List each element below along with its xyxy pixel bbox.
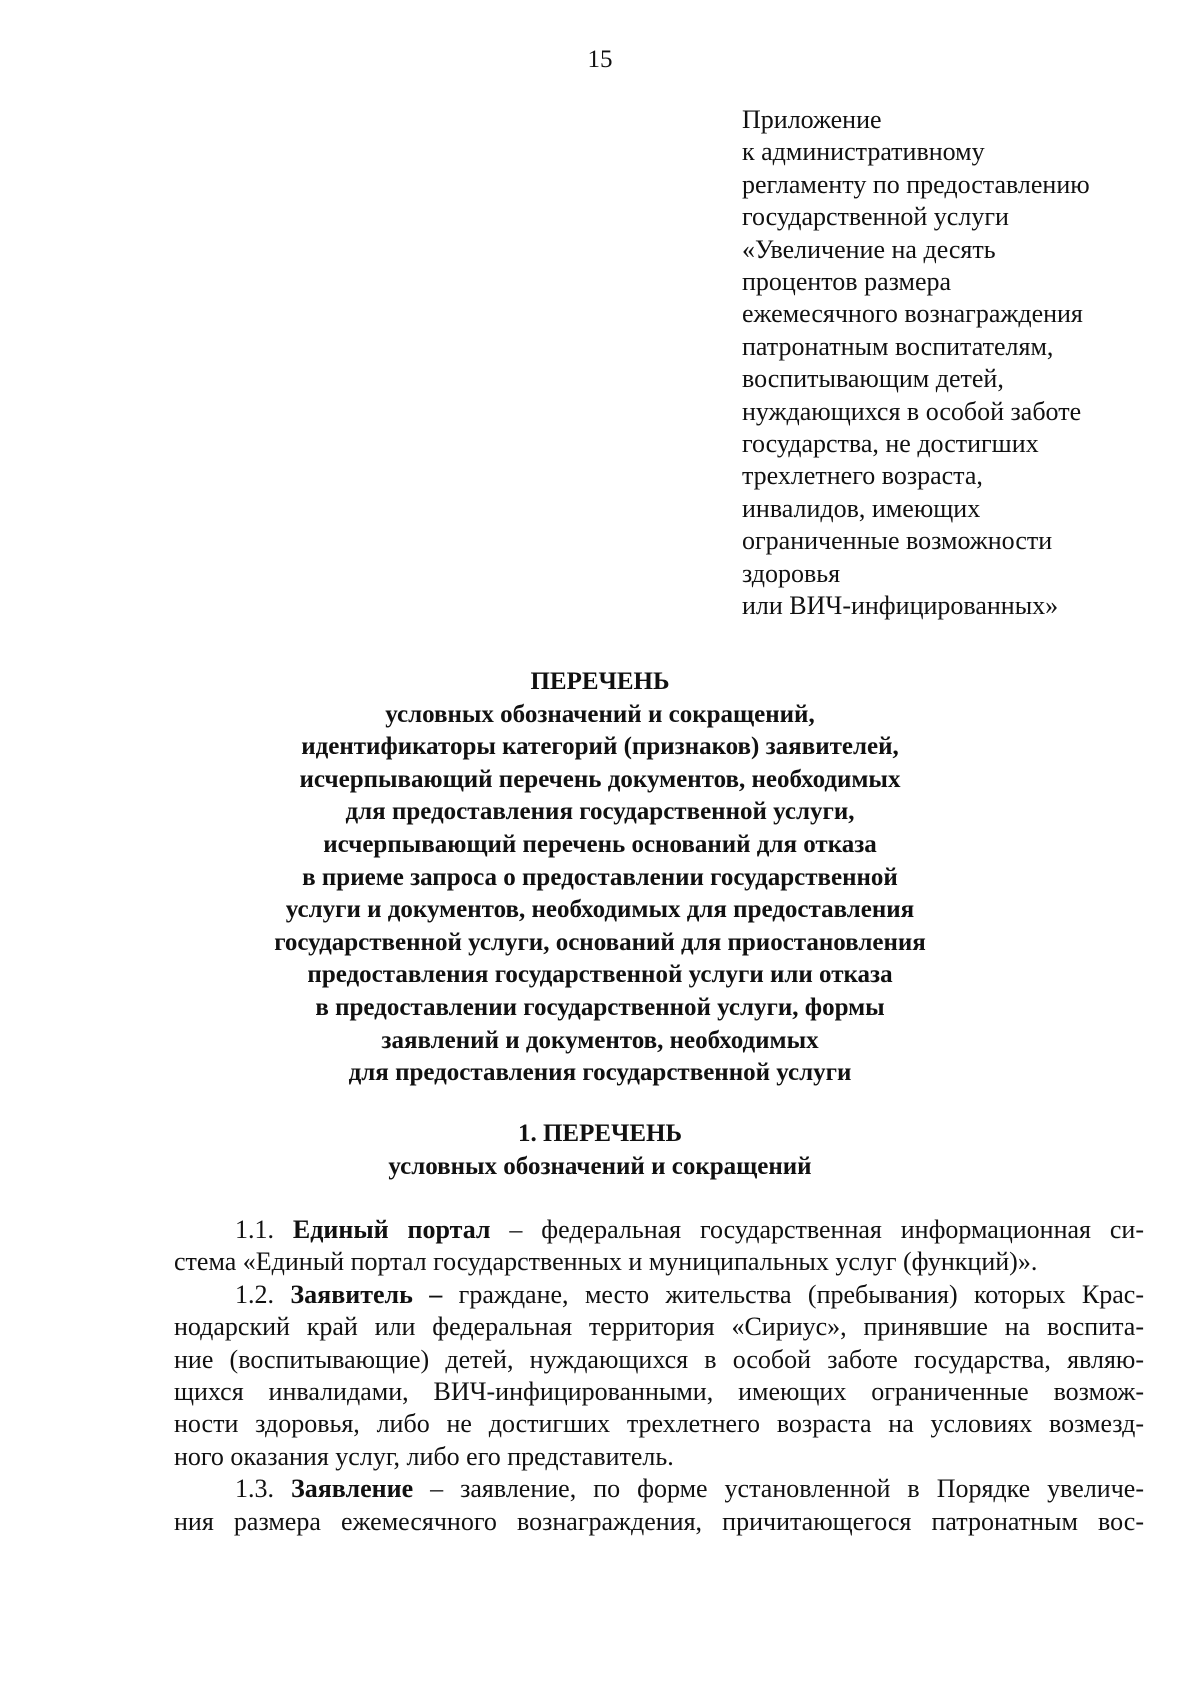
appendix-line: к административному [742, 137, 985, 167]
appendix-line: регламенту по предоставлению [742, 169, 1090, 199]
appendix-line: государственной услуги [742, 202, 1009, 232]
appendix-line: трехлетнего возраста, [742, 461, 983, 491]
title-line: исчерпывающий перечень документов, необходимых [299, 765, 901, 793]
title-line: заявлений и документов, необходимых [381, 1026, 819, 1054]
paragraph-text: – заявление, по форме установленной в Порядке увеличе- [413, 1474, 1144, 1504]
paragraph-number: 1.3. [235, 1474, 291, 1504]
title-line: для предоставления государственной услуги, [345, 798, 855, 826]
document-title [180, 666, 1020, 1090]
title-line: предоставления государственной услуги или отказа [307, 961, 893, 989]
title-line: условных обозначений и сокращений, [385, 700, 815, 728]
appendix-line: ежемесячного вознаграждения [742, 299, 1083, 329]
title-line: в предоставлении государственной услуги, формы [315, 993, 885, 1021]
page-number: 15 [587, 46, 613, 73]
title-line: исчерпывающий перечень оснований для отказа [323, 830, 877, 858]
appendix-line: процентов размера [742, 267, 952, 297]
paragraph-line: ности здоровья, либо не достигших трехлетнего возраста на условиях возмезд- [174, 1409, 1144, 1439]
paragraph-line: ного оказания услуг, либо его представитель. [174, 1441, 674, 1471]
appendix-line: нуждающихся в особой заботе [742, 396, 1082, 426]
paragraph-line: нодарский край или федеральная территория «Сириус», принявшие на воспита- [174, 1312, 1144, 1342]
paragraph-line [174, 1214, 1144, 1246]
appendix-line: патронатным воспитателям, [742, 331, 1054, 361]
title-heading: ПЕРЕЧЕНЬ [530, 668, 670, 695]
appendix-line: или ВИЧ-инфицированных» [742, 591, 1059, 621]
paragraph-number: 1.1. [235, 1215, 293, 1244]
title-line: для предоставления государственной услуги [348, 1059, 852, 1087]
appendix-block [742, 104, 1182, 623]
appendix-line: ограниченные возможности [742, 526, 1053, 556]
appendix-line: здоровья [742, 558, 841, 588]
paragraph-text: граждане, место жительства (пребывания) которых Крас- [442, 1279, 1144, 1309]
appendix-line: Приложение [742, 105, 882, 134]
title-line: идентификаторы категорий (признаков) заявителей, [301, 733, 899, 761]
section-heading [180, 1118, 1020, 1183]
paragraph-term: Единый портал [292, 1215, 491, 1244]
appendix-line: воспитывающим детей, [742, 364, 1004, 394]
paragraph-line [174, 1473, 1144, 1505]
paragraph-line: стема «Единый портал государственных и муниципальных услуг (функций)». [174, 1247, 1038, 1277]
title-line: услуги и документов, необходимых для предоставления [285, 896, 915, 924]
paragraph-term: Заявитель – [290, 1279, 443, 1309]
title-line: в приеме запроса о предоставлении государственной [302, 863, 898, 891]
appendix-line: инвалидов, имеющих [742, 493, 981, 523]
paragraph-line: ния размера ежемесячного вознаграждения, причитающегося патронатным вос- [174, 1506, 1144, 1536]
paragraph-line: ние (воспитывающие) детей, нуждающихся в особой заботе государства, являю- [174, 1344, 1144, 1374]
paragraph-number: 1.2. [235, 1279, 291, 1309]
paragraph-line: щихся инвалидами, ВИЧ-инфицированными, имеющих ограниченные возмож- [174, 1376, 1144, 1406]
paragraph-term: Заявление [291, 1474, 414, 1504]
appendix-line: «Увеличение на десять [742, 234, 996, 264]
appendix-line: государства, не достигших [742, 429, 1039, 459]
section-subtitle: условных обозначений и сокращений [388, 1152, 812, 1180]
paragraph-line [174, 1279, 1144, 1311]
body-text [174, 1214, 1144, 1538]
section-title: 1. ПЕРЕЧЕНЬ [517, 1120, 683, 1147]
title-line: государственной услуги, оснований для приостановления [274, 928, 926, 956]
paragraph-text: – федеральная государственная информационная си- [490, 1215, 1145, 1244]
